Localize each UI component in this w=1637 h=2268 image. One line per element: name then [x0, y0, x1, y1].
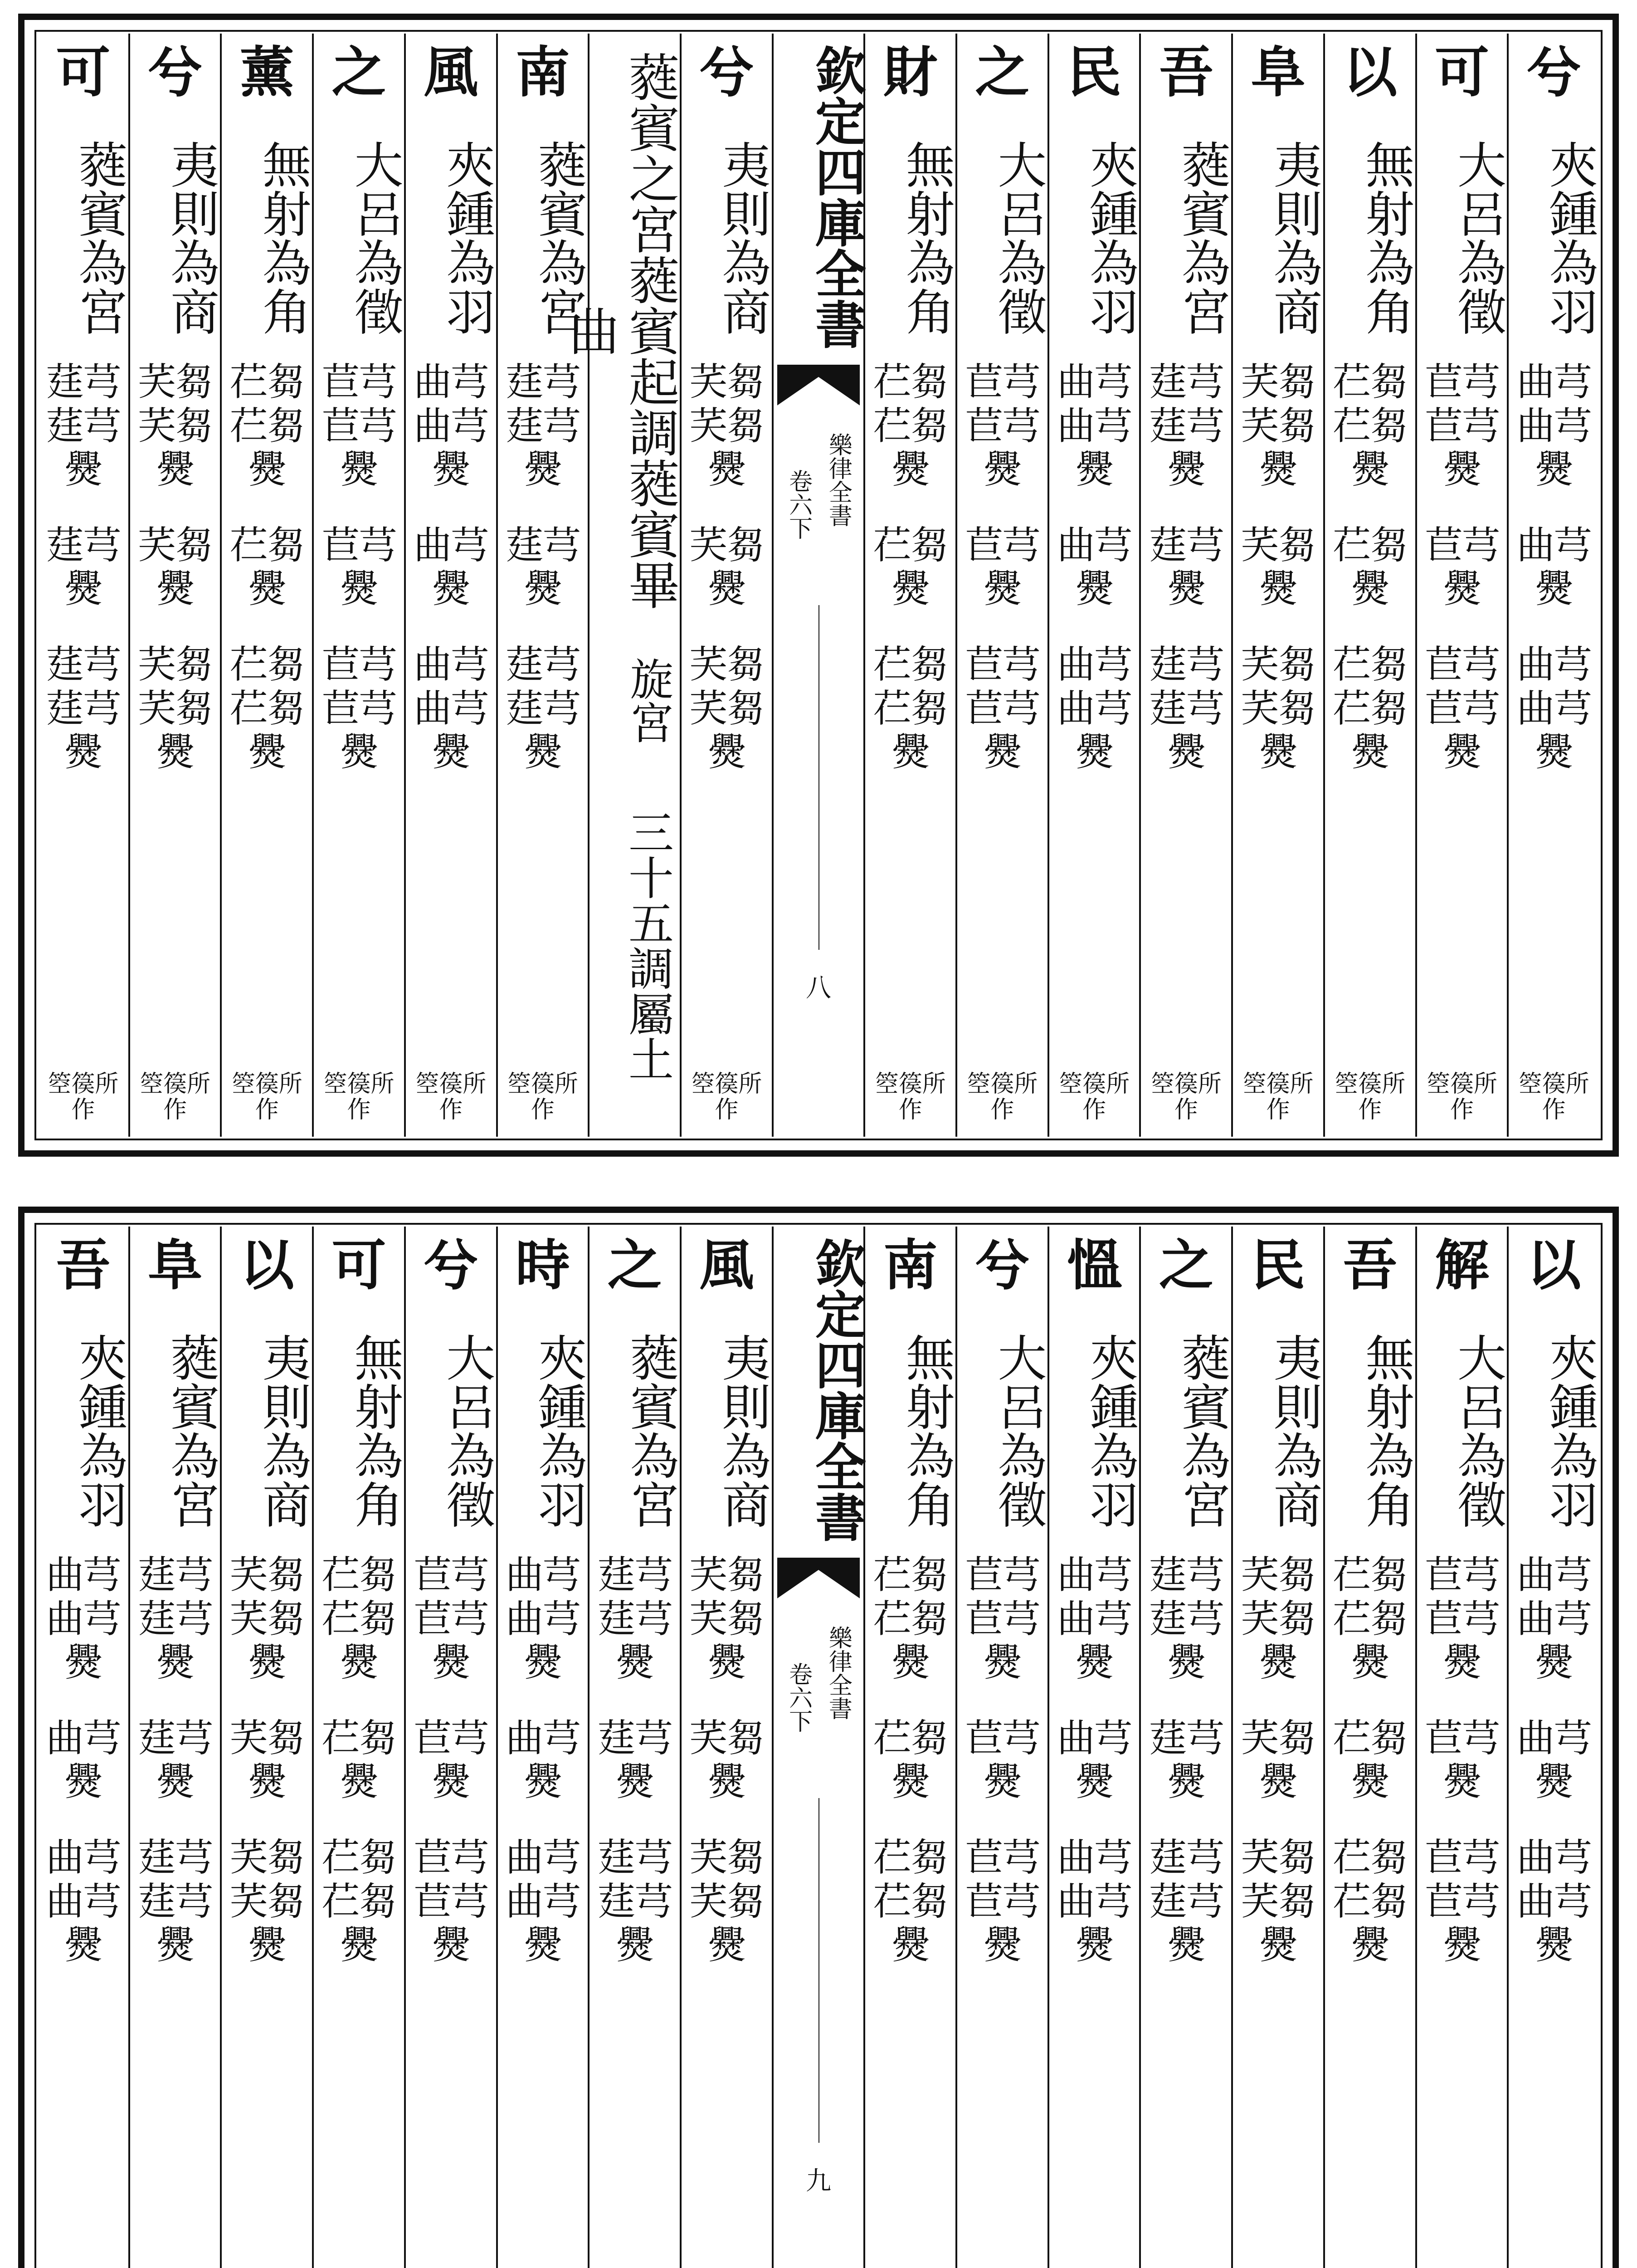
- lyric-column: [220, 34, 312, 1137]
- notation-block: 莛芎莛芎㸑: [505, 360, 580, 492]
- instrument-note: 箜篌所作: [875, 1070, 946, 1124]
- notation-group: [1141, 360, 1231, 806]
- pitch-assignment: 大呂為徵: [989, 1333, 1046, 1529]
- notation-group: [1141, 1553, 1231, 1999]
- lyric-column: [312, 1227, 404, 2268]
- notation-block: 莛芎莛芎㸑: [138, 1835, 213, 1968]
- notation-block: 莛芎莛芎㸑: [1149, 1553, 1223, 1685]
- lyric-column: [1139, 34, 1231, 1137]
- notation-block: 苣芎㸑: [965, 523, 1040, 611]
- pitch-assignment: 夾鍾為羽: [70, 1333, 127, 1529]
- instrument-note: 箜篌所作: [48, 1070, 119, 1124]
- notation-block: 莛芎莛芎㸑: [138, 1553, 213, 1685]
- notation-group: [1509, 360, 1599, 806]
- notation-block: 苣芎苣芎㸑: [1424, 642, 1499, 775]
- bottom-page-columns: [38, 1227, 1599, 2268]
- instrument-note: 箜篌所作: [1242, 1070, 1314, 1124]
- lyric-character: 以: [1526, 1233, 1581, 1297]
- pitch-assignment: 無射為角: [897, 1333, 955, 1529]
- notation-block: 曲芎曲芎㸑: [1057, 360, 1132, 492]
- pitch-assignment: 大呂為徵: [438, 1333, 495, 1529]
- lyric-character: 可: [56, 40, 111, 104]
- notation-block: 芢芻芢芻㸑: [1333, 1553, 1408, 1685]
- notation-block: 芢芻㸑: [873, 1716, 948, 1804]
- lyric-character: 風: [699, 1233, 754, 1297]
- lyric-column: [1323, 1227, 1415, 2268]
- notation-block: 芺芻芺芻㸑: [229, 1835, 304, 1968]
- notation-block: 苣芎苣芎㸑: [965, 360, 1040, 492]
- lyric-column: [1323, 34, 1415, 1137]
- top-page-panel: [18, 14, 1619, 1157]
- notation-block: 曲芎曲芎㸑: [46, 1553, 121, 1685]
- notation-block: 芺芻㸑: [138, 523, 213, 611]
- lyric-column: [496, 34, 588, 1137]
- notation-block: 芢芻芢芻㸑: [873, 642, 948, 775]
- notation-group: [865, 360, 955, 806]
- notation-block: 曲芎曲芎㸑: [1516, 642, 1591, 775]
- notation-group: [682, 360, 772, 806]
- notation-block: 芺芻芺芻㸑: [138, 360, 213, 492]
- notation-group: [130, 360, 220, 806]
- folio-number: 八: [806, 973, 832, 1003]
- pitch-assignment: 無射為角: [1357, 140, 1414, 336]
- notation-block: 芢芻㸑: [873, 523, 948, 611]
- notation-group: [498, 1553, 588, 1999]
- lyric-character: 民: [1067, 40, 1122, 104]
- instrument-note: 箜篌所作: [1335, 1070, 1406, 1124]
- notation-block: 苣芎苣芎㸑: [322, 360, 396, 492]
- lyric-character: 阜: [148, 1233, 203, 1297]
- instrument-note: 箜篌所作: [507, 1070, 578, 1124]
- notation-block: 苣芎苣芎㸑: [965, 1553, 1040, 1685]
- notation-block: 芺芻㸑: [1241, 1716, 1315, 1804]
- notation-block: 曲芎曲芎㸑: [1057, 1835, 1132, 1968]
- pitch-assignment: 夾鍾為羽: [1541, 1333, 1598, 1529]
- lyric-character: 南: [515, 40, 570, 104]
- pitch-assignment: 夷則為商: [1265, 1333, 1322, 1529]
- notation-block: 苣芎苣芎㸑: [322, 642, 396, 775]
- notation-block: 莛芎莛芎㸑: [597, 1553, 672, 1685]
- notation-block: 芺芻㸑: [229, 1716, 304, 1804]
- pitch-assignment: 蕤賓為宮: [70, 140, 127, 336]
- notation-group: [1325, 360, 1415, 806]
- notation-block: 苣芎㸑: [965, 1716, 1040, 1804]
- lyric-character: 吾: [56, 1233, 111, 1297]
- instrument-note: 箜篌所作: [1518, 1070, 1589, 1124]
- lyric-column: [1047, 34, 1140, 1137]
- pitch-assignment: 大呂為徵: [1449, 140, 1506, 336]
- lyric-character: 兮: [148, 40, 203, 104]
- notation-group: [38, 1553, 128, 1999]
- lyric-column: [38, 34, 128, 1137]
- lyric-column: [404, 34, 496, 1137]
- notation-group: [1049, 1553, 1140, 1999]
- notation-group: [314, 1553, 404, 1999]
- section-title: 蕤賓之宮蕤賓起調蕤賓畢曲: [560, 51, 679, 610]
- notation-block: 莛芎莛芎㸑: [46, 360, 121, 492]
- section-title-column: [560, 34, 680, 1137]
- pitch-assignment: 大呂為徵: [346, 140, 403, 336]
- pitch-assignment: 無射為角: [346, 1333, 403, 1529]
- spine-center-rule: [818, 605, 819, 950]
- notation-block: 苣芎苣芎㸑: [1424, 1835, 1499, 1968]
- spine-column: [772, 34, 867, 1137]
- notation-block: 芺芻芺芻㸑: [1241, 1553, 1315, 1685]
- notation-block: 芺芻芺芻㸑: [689, 360, 764, 492]
- notation-block: 苣芎苣芎㸑: [965, 642, 1040, 775]
- top-page-columns: [38, 34, 1599, 1137]
- lyric-column: [1415, 34, 1507, 1137]
- notation-block: 芺芻㸑: [689, 1716, 764, 1804]
- notation-block: 芺芻芺芻㸑: [1241, 642, 1315, 775]
- lyric-character: 可: [331, 1233, 386, 1297]
- instrument-note: 箜篌所作: [1150, 1070, 1222, 1124]
- spine-series-title: 樂律全書: [824, 1626, 852, 1720]
- tune-count: 三十五調屬土: [620, 809, 674, 1081]
- notation-block: 芺芻芺芻㸑: [1241, 1835, 1315, 1968]
- lyric-column: [404, 1227, 496, 2268]
- notation-block: 莛芎㸑: [138, 1716, 213, 1804]
- lyric-column: [1231, 34, 1323, 1137]
- instrument-note: 箜篌所作: [415, 1070, 487, 1124]
- lyric-character: 可: [1434, 40, 1489, 104]
- notation-block: 曲芎㸑: [1057, 523, 1132, 611]
- notation-block: 莛芎㸑: [46, 523, 121, 611]
- notation-block: 芢芻芢芻㸑: [1333, 360, 1408, 492]
- notation-block: 曲芎㸑: [414, 523, 488, 611]
- spine-book-title: 欽定四庫全書: [807, 44, 867, 349]
- lyric-character: 風: [424, 40, 478, 104]
- notation-group: [682, 1553, 772, 1999]
- notation-group: [222, 1553, 312, 1999]
- notation-block: 芺芻芺芻㸑: [689, 1835, 764, 1968]
- notation-block: 曲芎曲芎㸑: [414, 642, 488, 775]
- notation-block: 莛芎莛芎㸑: [597, 1835, 672, 1968]
- mode-label: 旋宮: [623, 657, 674, 744]
- instrument-note: 箜篌所作: [231, 1070, 302, 1124]
- notation-block: 苣芎苣芎㸑: [1424, 1553, 1499, 1685]
- notation-block: 曲芎曲芎㸑: [505, 1835, 580, 1968]
- spine-volume: 卷六下: [784, 469, 812, 540]
- notation-block: 莛芎㸑: [1149, 1716, 1223, 1804]
- notation-block: 苣芎苣芎㸑: [414, 1835, 488, 1968]
- spine-center-rule: [818, 1798, 819, 2143]
- folio-number: 九: [806, 2166, 832, 2196]
- notation-block: 曲芎㸑: [505, 1716, 580, 1804]
- pitch-assignment: 夷則為商: [713, 1333, 770, 1529]
- notation-block: 芢芻芢芻㸑: [229, 642, 304, 775]
- spine-volume: 卷六下: [784, 1662, 812, 1733]
- notation-block: 苣芎苣芎㸑: [965, 1835, 1040, 1968]
- notation-group: [498, 360, 588, 806]
- lyric-character: 財: [883, 40, 938, 104]
- notation-group: [865, 1553, 955, 1999]
- lyric-column: [955, 34, 1047, 1137]
- instrument-note: 箜篌所作: [967, 1070, 1038, 1124]
- notation-block: 芺芻㸑: [1241, 523, 1315, 611]
- notation-block: 芢芻芢芻㸑: [322, 1835, 396, 1968]
- notation-block: 芺芻芺芻㸑: [229, 1553, 304, 1685]
- notation-block: 曲芎㸑: [46, 1716, 121, 1804]
- lyric-column: [38, 1227, 128, 2268]
- pitch-assignment: 夾鍾為羽: [438, 140, 495, 336]
- lyric-column: [1231, 1227, 1323, 2268]
- instrument-note: 箜篌所作: [323, 1070, 395, 1124]
- notation-block: 曲芎曲芎㸑: [1516, 360, 1591, 492]
- lyric-column: [588, 1227, 680, 2268]
- bottom-page-panel: [18, 1207, 1619, 2268]
- notation-block: 芢芻㸑: [1333, 523, 1408, 611]
- lyric-character: 之: [607, 1233, 662, 1297]
- pitch-assignment: 無射為角: [1357, 1333, 1414, 1529]
- notation-group: [957, 1553, 1047, 1999]
- notation-block: 苣芎㸑: [322, 523, 396, 611]
- pitch-assignment: 蕤賓為宮: [621, 1333, 678, 1529]
- spine-series-title: 樂律全書: [824, 433, 852, 527]
- notation-group: [314, 360, 404, 806]
- notation-block: 莛芎㸑: [1149, 523, 1223, 611]
- notation-group: [957, 360, 1047, 806]
- lyric-character: 阜: [1251, 40, 1306, 104]
- notation-block: 曲芎曲芎㸑: [46, 1835, 121, 1968]
- spine-column: [772, 1227, 867, 2268]
- notation-group: [1049, 360, 1140, 806]
- lyric-column: [496, 1227, 588, 2268]
- notation-block: 莛芎㸑: [505, 523, 580, 611]
- notation-block: 曲芎曲芎㸑: [414, 360, 488, 492]
- notation-block: 芢芻㸑: [229, 523, 304, 611]
- lyric-character: 慍: [1067, 1233, 1122, 1297]
- notation-group: [1509, 1553, 1599, 1999]
- pitch-assignment: 蕤賓為宮: [162, 1333, 219, 1529]
- instrument-note: 箜篌所作: [140, 1070, 211, 1124]
- lyric-character: 解: [1434, 1233, 1489, 1297]
- notation-block: 曲芎曲芎㸑: [1516, 1553, 1591, 1685]
- pitch-assignment: 蕤賓為宮: [1173, 140, 1230, 336]
- notation-block: 苣芎㸑: [1424, 1716, 1499, 1804]
- notation-block: 莛芎莛芎㸑: [1149, 642, 1223, 775]
- notation-block: 芺芻㸑: [689, 523, 764, 611]
- lyric-column: [863, 1227, 955, 2268]
- notation-block: 芢芻芢芻㸑: [873, 360, 948, 492]
- notation-group: [1325, 1553, 1415, 1999]
- notation-block: 莛芎莛芎㸑: [1149, 360, 1223, 492]
- pitch-assignment: 夷則為商: [162, 140, 219, 336]
- lyric-column: [312, 34, 404, 1137]
- pitch-assignment: 無射為角: [897, 140, 955, 336]
- notation-block: 曲芎曲芎㸑: [1516, 1835, 1591, 1968]
- lyric-column: [680, 1227, 772, 2268]
- notation-group: [1417, 360, 1507, 806]
- pitch-assignment: 夾鍾為羽: [1541, 140, 1598, 336]
- notation-block: 曲芎㸑: [1516, 523, 1591, 611]
- pitch-assignment: 夾鍾為羽: [1081, 140, 1138, 336]
- notation-block: 曲芎㸑: [1516, 1716, 1591, 1804]
- notation-block: 芢芻㸑: [1333, 1716, 1408, 1804]
- notation-block: 芢芻㸑: [322, 1716, 396, 1804]
- lyric-column: [128, 34, 220, 1137]
- notation-group: [406, 360, 496, 806]
- notation-block: 曲芎曲芎㸑: [1057, 642, 1132, 775]
- lyric-column: [1507, 1227, 1599, 2268]
- lyric-character: 時: [515, 1233, 570, 1297]
- notation-block: 苣芎苣芎㸑: [414, 1553, 488, 1685]
- fish-tail-mark: [777, 365, 860, 406]
- notation-block: 芺芻芺芻㸑: [138, 642, 213, 775]
- notation-block: 莛芎莛芎㸑: [505, 642, 580, 775]
- lyric-character: 之: [331, 40, 386, 104]
- pitch-assignment: 夾鍾為羽: [1081, 1333, 1138, 1529]
- lyric-character: 薰: [239, 40, 294, 104]
- notation-block: 芢芻芢芻㸑: [1333, 1835, 1408, 1968]
- instrument-note: 箜篌所作: [691, 1070, 762, 1124]
- notation-group: [38, 360, 128, 806]
- notation-group: [130, 1553, 220, 1999]
- notation-block: 芺芻芺芻㸑: [1241, 360, 1315, 492]
- lyric-character: 兮: [975, 1233, 1030, 1297]
- pitch-assignment: 大呂為徵: [989, 140, 1046, 336]
- lyric-column: [220, 1227, 312, 2268]
- lyric-column: [128, 1227, 220, 2268]
- lyric-character: 以: [1343, 40, 1398, 104]
- notation-block: 芺芻芺芻㸑: [689, 1553, 764, 1685]
- pitch-assignment: 蕤賓為宮: [1173, 1333, 1230, 1529]
- notation-block: 曲芎曲芎㸑: [1057, 1553, 1132, 1685]
- lyric-character: 兮: [424, 1233, 478, 1297]
- notation-block: 曲芎㸑: [1057, 1716, 1132, 1804]
- notation-block: 曲芎曲芎㸑: [505, 1553, 580, 1685]
- lyric-character: 兮: [1526, 40, 1581, 104]
- notation-group: [1233, 360, 1323, 806]
- instrument-note: 箜篌所作: [1059, 1070, 1130, 1124]
- lyric-character: 以: [239, 1233, 294, 1297]
- lyric-column: [680, 34, 772, 1137]
- instrument-note: 箜篌所作: [1426, 1070, 1497, 1124]
- lyric-column: [1415, 1227, 1507, 2268]
- notation-group: [1233, 1553, 1323, 1999]
- lyric-column: [1047, 1227, 1140, 2268]
- lyric-column: [1139, 1227, 1231, 2268]
- notation-group: [222, 360, 312, 806]
- notation-group: [406, 1553, 496, 1999]
- notation-group: [590, 1553, 680, 1999]
- notation-block: 苣芎㸑: [414, 1716, 488, 1804]
- lyric-character: 兮: [699, 40, 754, 104]
- notation-block: 莛芎㸑: [597, 1716, 672, 1804]
- pitch-assignment: 夷則為商: [254, 1333, 311, 1529]
- pitch-assignment: 夾鍾為羽: [530, 1333, 587, 1529]
- lyric-column: [955, 1227, 1047, 2268]
- lyric-character: 民: [1251, 1233, 1306, 1297]
- notation-block: 莛芎莛芎㸑: [46, 642, 121, 775]
- notation-block: 苣芎苣芎㸑: [1424, 360, 1499, 492]
- notation-group: [1417, 1553, 1507, 1999]
- lyric-column: [1507, 34, 1599, 1137]
- notation-block: 芢芻芢芻㸑: [1333, 642, 1408, 775]
- lyric-character: 之: [975, 40, 1030, 104]
- pitch-assignment: 無射為角: [254, 140, 311, 336]
- notation-block: 芢芻芢芻㸑: [873, 1835, 948, 1968]
- pitch-assignment: 夷則為商: [1265, 140, 1322, 336]
- lyric-character: 吾: [1159, 40, 1213, 104]
- pitch-assignment: 大呂為徵: [1449, 1333, 1506, 1529]
- fish-tail-mark: [777, 1558, 860, 1598]
- notation-block: 芢芻芢芻㸑: [873, 1553, 948, 1685]
- notation-block: 苣芎㸑: [1424, 523, 1499, 611]
- lyric-character: 吾: [1343, 1233, 1398, 1297]
- notation-block: 芢芻芢芻㸑: [229, 360, 304, 492]
- pitch-assignment: 夷則為商: [713, 140, 770, 336]
- lyric-character: 之: [1159, 1233, 1213, 1297]
- notation-block: 莛芎莛芎㸑: [1149, 1835, 1223, 1968]
- notation-block: 芺芻芺芻㸑: [689, 642, 764, 775]
- lyric-column: [863, 34, 955, 1137]
- lyric-character: 南: [883, 1233, 938, 1297]
- pitch-assignment: 蕤賓為宮: [530, 140, 587, 336]
- notation-block: 芢芻芢芻㸑: [322, 1553, 396, 1685]
- spine-book-title: 欽定四庫全書: [807, 1237, 867, 1542]
